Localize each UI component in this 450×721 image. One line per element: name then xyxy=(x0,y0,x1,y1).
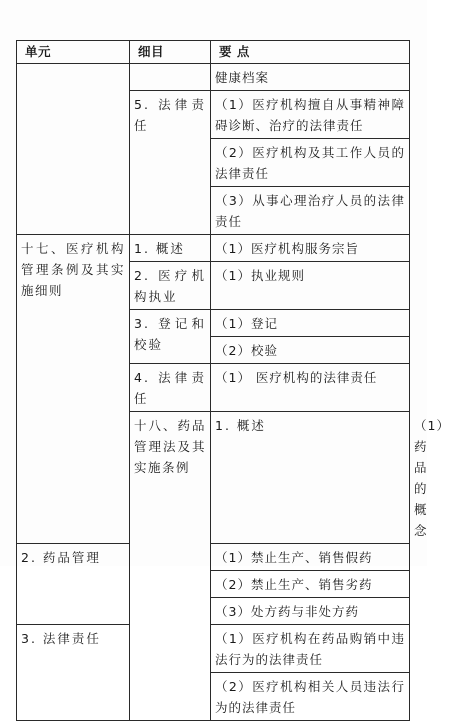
header-detail: 细目 xyxy=(130,41,211,64)
point-cell: （1）执业规则 xyxy=(211,262,410,310)
unit-cell: 十八、药品管理法及其实施条例 xyxy=(130,412,211,721)
table-header-row xyxy=(17,41,410,64)
detail-cell: 3. 法律责任 xyxy=(17,625,130,721)
detail-cell xyxy=(130,64,211,91)
table-row xyxy=(17,544,410,571)
table-row xyxy=(17,625,410,673)
point-cell: （1）医疗机构服务宗旨 xyxy=(211,235,410,262)
header-points: 要 点 xyxy=(211,41,410,64)
point-cell: （1）医疗机构在药品购销中违法行为的法律责任 xyxy=(211,625,410,673)
header-unit: 单元 xyxy=(17,41,130,64)
point-cell: 健康档案 xyxy=(211,64,410,91)
point-cell: （1）禁止生产、销售假药 xyxy=(211,544,410,571)
detail-cell: 2. 药品管理 xyxy=(17,544,130,625)
point-cell: （3）处方药与非处方药 xyxy=(211,598,410,625)
detail-cell: 4. 法律责任 xyxy=(130,364,211,412)
table-row: 十八、药品管理法及其实施条例 1. 概述 （1）药品的概念 xyxy=(17,412,410,544)
syllabus-table xyxy=(16,40,450,721)
unit-cell xyxy=(17,64,130,235)
detail-cell: 1. 概述 xyxy=(130,235,211,262)
detail-cell: 1. 概述 xyxy=(211,412,410,544)
point-cell: （3）从事心理治疗人员的法律责任 xyxy=(211,187,410,235)
detail-cell: 3. 登记和校验 xyxy=(130,310,211,364)
table-row xyxy=(17,64,410,91)
point-cell: （1） 医疗机构的法律责任 xyxy=(211,364,410,412)
table-row xyxy=(17,235,410,262)
point-cell: （2）校验 xyxy=(211,337,410,364)
detail-cell: 5. 法律责任 xyxy=(130,91,211,235)
point-cell: （2）禁止生产、销售劣药 xyxy=(211,571,410,598)
point-cell: （1）医疗机构擅自从事精神障碍诊断、治疗的法律责任 xyxy=(211,91,410,139)
point-cell: （2）医疗机构及其工作人员的法律责任 xyxy=(211,139,410,187)
point-cell: （1）登记 xyxy=(211,310,410,337)
unit-cell: 十七、医疗机构管理条例及其实施细则 xyxy=(17,235,130,544)
point-cell: （2）医疗机构相关人员违法行为的法律责任 xyxy=(211,673,410,721)
detail-cell: 2. 医疗机构执业 xyxy=(130,262,211,310)
